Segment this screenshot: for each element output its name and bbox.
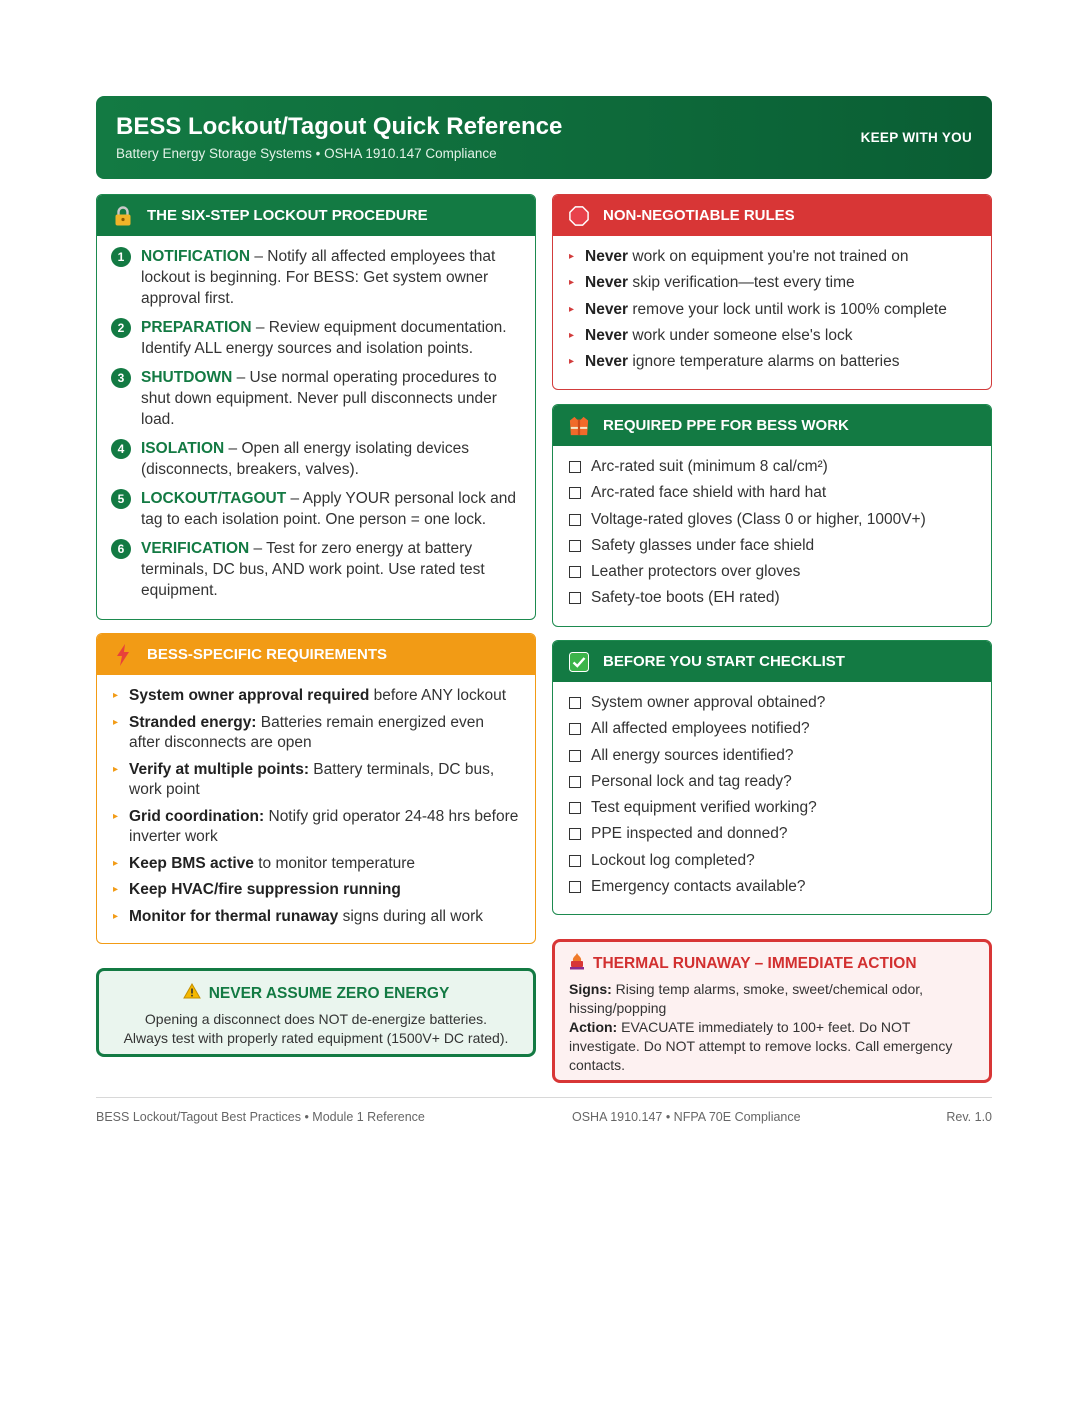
checklist-item: [569, 798, 975, 818]
alert-line: Opening a disconnect does NOT de-energize batteries.: [144, 1011, 488, 1027]
item-bold: Never: [585, 353, 629, 371]
procedure-step: [111, 317, 519, 359]
list-item: [569, 247, 975, 268]
bullet-arrow-icon: ▸: [569, 251, 575, 262]
item-bold: Stranded energy:: [129, 713, 257, 731]
checkbox[interactable]: [569, 514, 581, 526]
checklist-item: [569, 851, 975, 871]
step-number: 5: [111, 489, 131, 509]
item-bold: Monitor for thermal runaway: [129, 907, 339, 925]
item-text: Voltage-rated gloves (Class 0 or higher, 1000V+): [591, 510, 926, 528]
checklist-item: [569, 746, 975, 766]
item-bold: Never: [585, 274, 629, 292]
page-title: BESS Lockout/Tagout Quick Reference: [116, 113, 563, 140]
thermal-title: THERMAL RUNAWAY – IMMEDIATE ACTION: [593, 954, 917, 972]
step-body: [141, 246, 519, 309]
step-label: SHUTDOWN: [141, 369, 233, 386]
bess-header: [97, 634, 535, 675]
item-text: work on equipment you're not trained on: [628, 248, 909, 265]
bullet-arrow-icon: ▸: [569, 277, 575, 289]
ppe-item: [569, 457, 975, 477]
step-label: PREPARATION: [141, 319, 252, 336]
thermal-title-row: [569, 952, 989, 975]
bess-requirements-card: [96, 633, 536, 944]
step-text: – Open all energy isolating devices (disconnects, breakers, valves).: [141, 440, 469, 478]
item-bold: Never: [585, 300, 629, 318]
item-bold: Verify at multiple points:: [129, 760, 309, 778]
fire-alarm-icon: [569, 952, 585, 975]
item-text: Battery terminals, DC bus, work point: [129, 760, 495, 798]
procedure-title: THE SIX-STEP LOCKOUT PROCEDURE: [147, 207, 428, 224]
bullet-arrow-icon: ▸: [113, 910, 119, 922]
page-header: [96, 96, 992, 179]
warning-icon: [183, 983, 201, 1004]
step-number: 1: [111, 247, 131, 267]
bullet-arrow-icon: ▸: [113, 810, 119, 822]
bullet-arrow-icon: ▸: [113, 690, 119, 701]
checkbox[interactable]: [569, 566, 581, 578]
thermal-body: [569, 980, 975, 1075]
signs-text: Rising temp alarms, smoke, sweet/chemical odor, hissing/popping: [569, 981, 924, 1016]
item-text: All affected employees notified?: [591, 720, 810, 738]
item-text: to monitor temperature: [253, 854, 416, 872]
lock-icon: [113, 206, 133, 226]
bullet-arrow-icon: ▸: [113, 857, 119, 869]
item-text: Safety glasses under face shield: [591, 536, 815, 554]
item-text: Notify grid operator 24-48 hrs before inverter work: [129, 807, 519, 845]
step-label: VERIFICATION: [141, 540, 250, 557]
checkbox[interactable]: [569, 592, 581, 604]
item-text: Lockout log completed?: [591, 851, 755, 869]
list-item: [569, 300, 975, 321]
item-bold: Keep BMS active: [129, 854, 254, 872]
ppe-header: [553, 405, 991, 446]
step-text: – Test for zero energy at battery terminals, DC bus, AND work point. Use rated test equipment.: [141, 540, 485, 599]
list-item: [113, 713, 519, 754]
checklist-header: [553, 641, 991, 682]
checkbox[interactable]: [569, 828, 581, 840]
item-bold: Grid coordination:: [129, 807, 265, 825]
action-text: EVACUATE immediately to 100+ feet. Do NOT investigate. Do NOT attempt to remove locks. Call emergency contacts.: [569, 1019, 953, 1073]
procedure-steps: [97, 236, 535, 601]
thermal-action: [569, 1018, 975, 1075]
list-item: [569, 352, 975, 373]
list-item: [113, 880, 519, 901]
ppe-item: [569, 483, 975, 503]
checklist-title: BEFORE YOU START CHECKLIST: [603, 653, 845, 670]
ppe-item: [569, 510, 975, 530]
rules-header: [553, 195, 991, 236]
bullet-arrow-icon: ▸: [569, 329, 575, 341]
procedure-card: [96, 194, 536, 620]
checklist-item: [569, 877, 975, 897]
zero-energy-alert: [96, 968, 536, 1057]
item-bold: Never: [585, 248, 629, 265]
checkbox[interactable]: [569, 697, 581, 709]
bullet-arrow-icon: ▸: [113, 763, 119, 775]
checkbox[interactable]: [569, 802, 581, 814]
footer-divider: [96, 1097, 992, 1098]
procedure-step: [111, 438, 519, 480]
item-text: Batteries remain energized even after disconnects are open: [129, 713, 484, 751]
bullet-arrow-icon: ▸: [569, 303, 575, 315]
step-body: [141, 438, 519, 480]
keep-badge: KEEP WITH YOU: [860, 130, 972, 145]
list-item: [113, 907, 519, 928]
action-label: Action:: [569, 1019, 618, 1035]
item-bold: System owner approval required: [129, 687, 370, 704]
ppe-item: [569, 588, 975, 608]
rules-card: [552, 194, 992, 390]
step-label: LOCKOUT/TAGOUT: [141, 490, 287, 507]
alert-line: Always test with properly rated equipment (1500V+ DC rated).: [123, 1029, 509, 1046]
step-label: ISOLATION: [141, 440, 225, 457]
checkbox[interactable]: [569, 723, 581, 735]
checklist-list: [553, 682, 991, 897]
alert-body: [99, 1010, 533, 1047]
footer-right: Rev. 1.0: [946, 1110, 992, 1124]
item-text: skip verification—test every time: [628, 274, 855, 292]
step-text: – Apply YOUR personal lock and tag to each isolation point. One person = one lock.: [141, 490, 516, 528]
alert-title: NEVER ASSUME ZERO ENERGY: [208, 984, 450, 1002]
rules-title: NON-NEGOTIABLE RULES: [603, 207, 795, 224]
procedure-step: [111, 246, 519, 309]
step-number: 3: [111, 368, 131, 388]
step-text: – Use normal operating procedures to shut down equipment. Never pull disconnects under load.: [141, 369, 497, 428]
safety-vest-icon: [569, 416, 589, 436]
item-text: System owner approval obtained?: [591, 694, 826, 711]
step-text: – Notify all affected employees that lockout is beginning. For BESS: Get system owner approval first.: [141, 248, 496, 307]
checkbox[interactable]: [569, 776, 581, 788]
item-text: Safety-toe boots (EH rated): [591, 589, 780, 607]
item-text: Test equipment verified working?: [591, 799, 817, 817]
checkbox[interactable]: [569, 855, 581, 867]
checkbox[interactable]: [569, 540, 581, 552]
checkbox[interactable]: [569, 461, 581, 473]
step-label: NOTIFICATION: [141, 248, 251, 265]
item-text: Arc-rated suit (minimum 8 cal/cm²): [591, 458, 828, 475]
list-item: [113, 807, 519, 848]
bess-list: [97, 675, 535, 927]
step-body: [141, 538, 519, 601]
item-text: before ANY lockout: [369, 687, 507, 704]
item-text: Arc-rated face shield with hard hat: [591, 484, 827, 502]
checkbox[interactable]: [569, 881, 581, 893]
bess-title: BESS-SPECIFIC REQUIREMENTS: [147, 646, 388, 663]
checklist-item: [569, 772, 975, 792]
page-subtitle: Battery Energy Storage Systems • OSHA 1910.147 Compliance: [116, 146, 497, 161]
signs-label: Signs:: [569, 981, 612, 997]
step-text: – Review equipment documentation. Identify ALL energy sources and isolation points.: [141, 319, 507, 357]
item-text: signs during all work: [338, 907, 484, 925]
checkbox[interactable]: [569, 750, 581, 762]
rules-list: [553, 236, 991, 373]
step-number: 4: [111, 439, 131, 459]
step-body: [141, 367, 519, 430]
checkbox[interactable]: [569, 487, 581, 499]
thermal-runaway-alert: [552, 939, 992, 1083]
item-bold: Never: [585, 326, 629, 344]
item-text: Emergency contacts available?: [591, 878, 806, 896]
list-item: [569, 326, 975, 347]
item-bold: Keep HVAC/fire suppression running: [129, 881, 401, 898]
list-item: [113, 854, 519, 875]
checklist-item: [569, 719, 975, 739]
list-item: [113, 760, 519, 801]
stop-sign-icon: [569, 206, 589, 226]
item-text: ignore temperature alarms on batteries: [628, 353, 900, 371]
procedure-header: [97, 195, 535, 236]
procedure-step: [111, 488, 519, 530]
ppe-title: REQUIRED PPE FOR BESS WORK: [603, 417, 849, 434]
step-number: 6: [111, 539, 131, 559]
item-text: All energy sources identified?: [591, 746, 794, 764]
ppe-item: [569, 562, 975, 582]
step-body: [141, 488, 519, 530]
item-text: remove your lock until work is 100% complete: [628, 300, 947, 318]
checklist-item: [569, 693, 975, 713]
list-item: [113, 686, 519, 707]
bullet-arrow-icon: ▸: [113, 716, 119, 728]
ppe-item: [569, 536, 975, 556]
list-item: [569, 273, 975, 294]
bullet-arrow-icon: ▸: [113, 884, 119, 895]
step-number: 2: [111, 318, 131, 338]
ppe-list: [553, 446, 991, 608]
item-text: Personal lock and tag ready?: [591, 772, 792, 790]
ppe-card: [552, 404, 992, 627]
item-text: Leather protectors over gloves: [591, 563, 801, 581]
thermal-signs: [569, 980, 975, 1018]
footer-center: OSHA 1910.147 • NFPA 70E Compliance: [572, 1110, 801, 1124]
procedure-step: [111, 367, 519, 430]
item-text: PPE inspected and donned?: [591, 825, 788, 843]
procedure-step: [111, 538, 519, 601]
alert-title-row: [99, 983, 533, 1004]
item-text: work under someone else's lock: [628, 326, 853, 344]
footer-left: BESS Lockout/Tagout Best Practices • Module 1 Reference: [96, 1110, 425, 1124]
check-mark-icon: [569, 652, 589, 672]
lightning-icon: [113, 645, 133, 665]
step-body: [141, 317, 519, 359]
bullet-arrow-icon: ▸: [569, 356, 575, 368]
checklist-item: [569, 824, 975, 844]
checklist-card: [552, 640, 992, 915]
